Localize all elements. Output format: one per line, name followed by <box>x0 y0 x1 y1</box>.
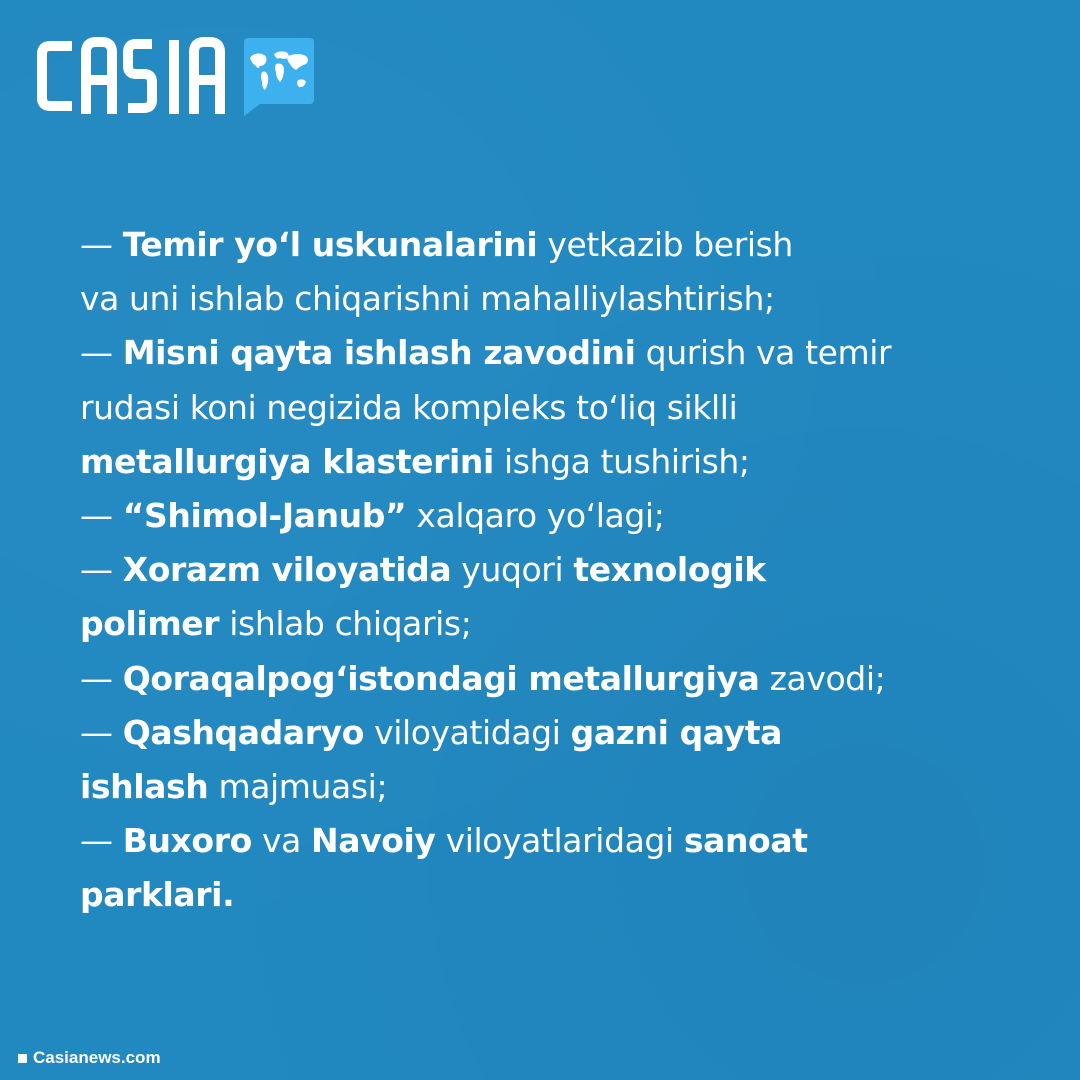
list-item-line <box>80 706 980 760</box>
list-item-line <box>80 760 980 814</box>
list-item <box>80 706 980 814</box>
text: zavodi; <box>759 658 886 698</box>
list-item-line <box>80 543 980 597</box>
casia-wordmark <box>36 34 228 118</box>
bullet-list <box>80 218 980 923</box>
text: va <box>251 821 311 861</box>
text: — <box>80 496 123 536</box>
bold-text: metallurgiya klasterini <box>80 441 494 481</box>
list-item-line <box>80 652 980 706</box>
text: viloyatidagi <box>364 712 571 752</box>
text: — <box>80 550 123 590</box>
bold-text: ishlash <box>80 767 209 807</box>
bold-text: texnologik <box>573 550 766 590</box>
world-map-chat-icon <box>242 36 316 116</box>
square-bullet-icon <box>18 1054 27 1063</box>
text: — <box>80 712 123 752</box>
list-item-line <box>80 326 980 380</box>
bold-text: parklari. <box>80 875 235 915</box>
site-footer <box>18 1048 161 1068</box>
text: qurish va temir <box>635 333 892 373</box>
list-item-line <box>80 435 980 489</box>
text: — <box>80 225 123 264</box>
text: — <box>80 333 123 373</box>
text: viloyatlaridagi <box>435 821 684 861</box>
bold-text: Navoiy <box>311 821 436 861</box>
list-item-line <box>80 272 980 326</box>
bold-text: Temir yo‘l uskunalarini <box>122 225 538 264</box>
bold-text: Qoraqalpog‘istondagi metallurgiya <box>122 658 760 698</box>
text: majmuasi; <box>208 767 388 807</box>
text: yetkazib berish <box>537 225 793 264</box>
list-item <box>80 652 980 706</box>
list-item <box>80 218 980 326</box>
bold-text: gazni qayta <box>570 712 783 752</box>
bold-text: Buxoro <box>122 821 252 861</box>
bold-text: Qashqadaryo <box>122 712 364 752</box>
text: ishlab chiqaris; <box>219 604 472 644</box>
site-url: Casianews.com <box>33 1048 161 1067</box>
bold-text: Xorazm viloyatida <box>122 550 452 590</box>
text: — <box>80 821 123 861</box>
list-item <box>80 814 980 922</box>
list-item-line <box>80 489 980 543</box>
list-item-line <box>80 814 980 868</box>
list-item <box>80 489 980 543</box>
list-item-line <box>80 218 980 272</box>
list-item-line <box>80 868 980 922</box>
bold-text: Misni qayta ishlash zavodini <box>122 333 636 373</box>
text: va uni ishlab chiqarishni mahalliylashtirish; <box>80 279 775 319</box>
bold-text: “Shimol-Janub” <box>122 496 407 536</box>
text: rudasi koni negizida kompleks to‘liq siklli <box>80 387 738 427</box>
casia-logo <box>36 34 316 118</box>
bold-text: polimer <box>80 604 220 644</box>
list-item-line <box>80 381 980 435</box>
text: — <box>80 658 123 698</box>
text: xalqaro yo‘lagi; <box>406 496 665 536</box>
list-item-line <box>80 597 980 651</box>
list-item <box>80 326 980 489</box>
bold-text: sanoat <box>683 821 808 861</box>
text: ishga tushirish; <box>493 441 750 481</box>
list-item <box>80 543 980 651</box>
text: yuqori <box>451 550 574 590</box>
